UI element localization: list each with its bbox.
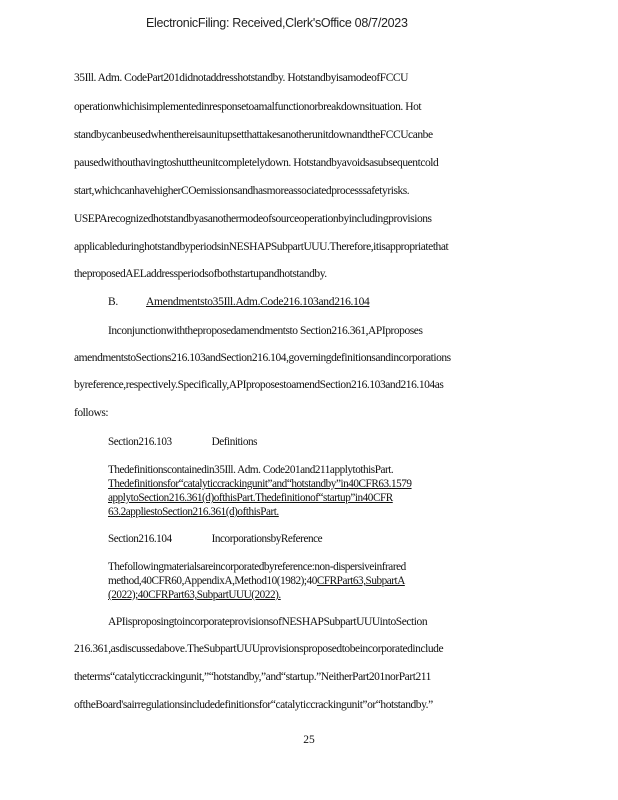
- body-line: byreference,respectively.Specifically,APIproposestoamendSection216.103and216.104as: [74, 379, 444, 391]
- section-number: Section216.104: [108, 533, 172, 545]
- rule-text-line: [108, 588, 295, 602]
- body-line: start,whichcanhavehigherCOemissionsandhasmoreassociatedprocesssafetyrisks.: [74, 185, 410, 197]
- section-heading-title: Definitions: [211, 436, 258, 448]
- body-line: standbycanbeusedwhenthereisaunitupsetthattakesanotherunitdownandtheFCCUcanbe: [74, 129, 433, 141]
- rule-text-line: Thedefinitionscontainedin35Ill. Adm. Code201and211applytothisPart.: [108, 464, 394, 476]
- body-line: operationwhichisimplementedinresponsetoamalfunctionorbreakdownsituation. Hot: [74, 101, 422, 113]
- body-line: USEPArecognizedhotstandbyasanothermodeofsourceoperationbyincludingprovisions: [74, 213, 432, 225]
- section-103-heading: [108, 435, 257, 449]
- section-104-heading: [108, 532, 322, 546]
- body-line: amendmentstoSections216.103andSection216.104,governingdefinitionsandincorporations: [74, 352, 451, 364]
- rule-text-line: [108, 491, 393, 505]
- rule-text-line: Thefollowingmaterialsareincorporatedbyreference:non-dispersiveinfrared: [108, 561, 406, 573]
- page-number: 25: [303, 734, 315, 746]
- inserted-text: 63.2appliestoSection216.361(d)ofthisPart.: [108, 506, 279, 518]
- inserted-text: (2022);40CFRPart63,SubpartUUU(2022).: [108, 589, 281, 601]
- body-line: oftheBoard'sairregulationsincludedefinitionsfor“catalyticcrackingunit”or“hotstandby.”: [74, 699, 433, 711]
- body-line: theterms“catalyticcrackingunit,”“hotstandby,”and“startup.”NeitherPart201norPart211: [74, 671, 431, 683]
- section-letter: B.: [108, 296, 118, 308]
- body-line: 216.361,asdiscussedabove.TheSubpartUUUprovisionsproposedtobeincorporatedinclude: [74, 643, 444, 655]
- inserted-text: CFRPart63,SubpartA: [316, 575, 405, 587]
- body-line: 35Ill. Adm. CodePart201didnotaddresshotstandby. HotstandbyisamodeofFCCU: [74, 72, 409, 84]
- body-line: Inconjunctionwiththeproposedamendmentsto Section216.361,APIproposes: [108, 325, 423, 337]
- body-line: APIisproposingtoincorporateprovisionsofNESHAPSubpartUUUintoSection: [108, 616, 428, 628]
- rule-text-line: [108, 477, 412, 491]
- body-line: follows:: [74, 407, 109, 419]
- section-number: Section216.103: [108, 436, 172, 448]
- body-line: pausedwithouthavingtoshuttheunitcompletelydown. Hotstandbyavoidsasubsequentcold: [74, 157, 439, 169]
- body-line: theproposedAELaddressperiodsofbothstartupandhotstandby.: [74, 268, 327, 280]
- inserted-text: applytoSection216.361(d)ofthisPart.Thedefinitionof“startup”in40CFR: [108, 492, 393, 504]
- body-line: applicableduringhotstandbyperiodsinNESHAPSubpartUUU.Therefore,itisappropriatethat: [74, 241, 449, 253]
- inserted-text: Thedefinitionsfor“catalyticcrackingunit”and“hotstandby”in40CFR63.1579: [108, 478, 412, 490]
- section-title: Amendmentsto35Ill.Adm.Code216.103and216.104: [146, 296, 370, 308]
- efiling-header: ElectronicFiling: Received,Clerk'sOffice 08/7/2023: [146, 16, 408, 30]
- rule-text-line: [108, 574, 435, 588]
- section-heading-title: IncorporationsbyReference: [211, 533, 323, 545]
- rule-text-line: [108, 505, 301, 519]
- existing-text: method,40CFR60,AppendixA,Method10(1982);40: [108, 575, 317, 587]
